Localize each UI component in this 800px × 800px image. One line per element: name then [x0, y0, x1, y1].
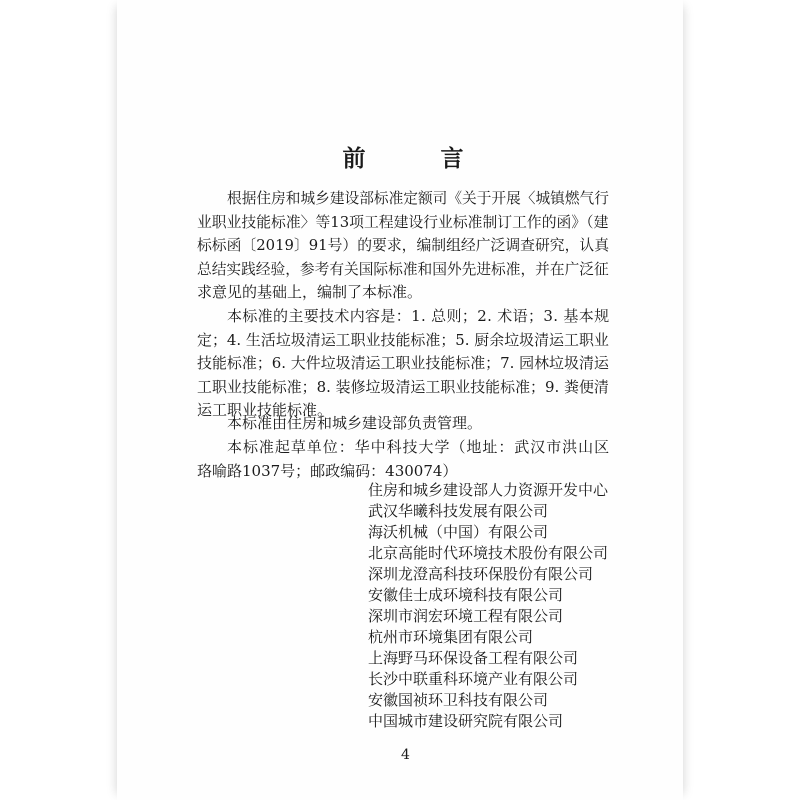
text-line: 总结实践经验，参考有关国际标准和国外先进标准，并在广泛征: [197, 260, 609, 278]
page-number: 4: [401, 747, 410, 763]
organization-item: 深圳龙澄高科技环保股份有限公司: [368, 565, 594, 583]
text-line: 求意见的基础上，编制了本标准。: [197, 283, 423, 302]
organization-item: 海沃机械（中国）有限公司: [368, 523, 549, 541]
paragraph-drafting-unit: [197, 436, 609, 483]
text-line: 业职业技能标准〉等13项工程建设行业标准制订工作的函》（建: [197, 213, 609, 231]
organization-item: 安徽国祯环卫科技有限公司: [368, 691, 549, 709]
text-line: 定；4. 生活垃圾清运工职业技能标准；5. 厨余垃圾清运工职业: [197, 330, 609, 349]
text-line: 本标准起草单位：华中科技大学（地址：武汉市洪山区: [227, 438, 611, 456]
text-line: 珞喻路1037号；邮政编码：430074）: [197, 461, 458, 480]
organization-item: 住房和城乡建设部人力资源开发中心: [368, 481, 609, 499]
text-line: 技能标准；6. 大件垃圾清运工职业技能标准；7. 园林垃圾清运: [197, 354, 609, 373]
page-title: 前 言: [342, 145, 490, 172]
organization-item: 安徽佳士成环境科技有限公司: [368, 586, 564, 604]
organization-item: 中国城市建设研究院有限公司: [368, 712, 564, 730]
organization-item: 上海野马环保设备工程有限公司: [368, 649, 579, 667]
organization-item: 北京高能时代环境技术股份有限公司: [368, 544, 609, 562]
organization-item: 深圳市润宏环境工程有限公司: [368, 607, 564, 625]
text-line: 本标准的主要技术内容是：1. 总则；2. 术语；3. 基本规: [227, 307, 610, 325]
text-line: 本标准由住房和城乡建设部负责管理。: [227, 414, 483, 432]
paragraph-technical-contents: [197, 305, 609, 423]
organization-item: 长沙中联重科环境产业有限公司: [368, 670, 579, 688]
document-page: [117, 0, 683, 800]
text-line: 标标函〔2019〕91号）的要求，编制组经广泛调查研究，认真: [197, 237, 610, 255]
paragraph-background: [197, 187, 609, 305]
organization-item: 杭州市环境集团有限公司: [368, 628, 534, 646]
paragraph-management: [197, 412, 609, 436]
organization-list: [368, 480, 608, 732]
text-line: 运工职业技能标准。: [197, 401, 333, 420]
text-line: 根据住房和城乡建设部标准定额司《关于开展〈城镇燃气行: [227, 190, 609, 207]
organization-item: 武汉华曦科技发展有限公司: [368, 502, 549, 520]
text-line: 工职业技能标准；8. 装修垃圾清运工职业技能标准；9. 粪便清: [197, 377, 609, 396]
